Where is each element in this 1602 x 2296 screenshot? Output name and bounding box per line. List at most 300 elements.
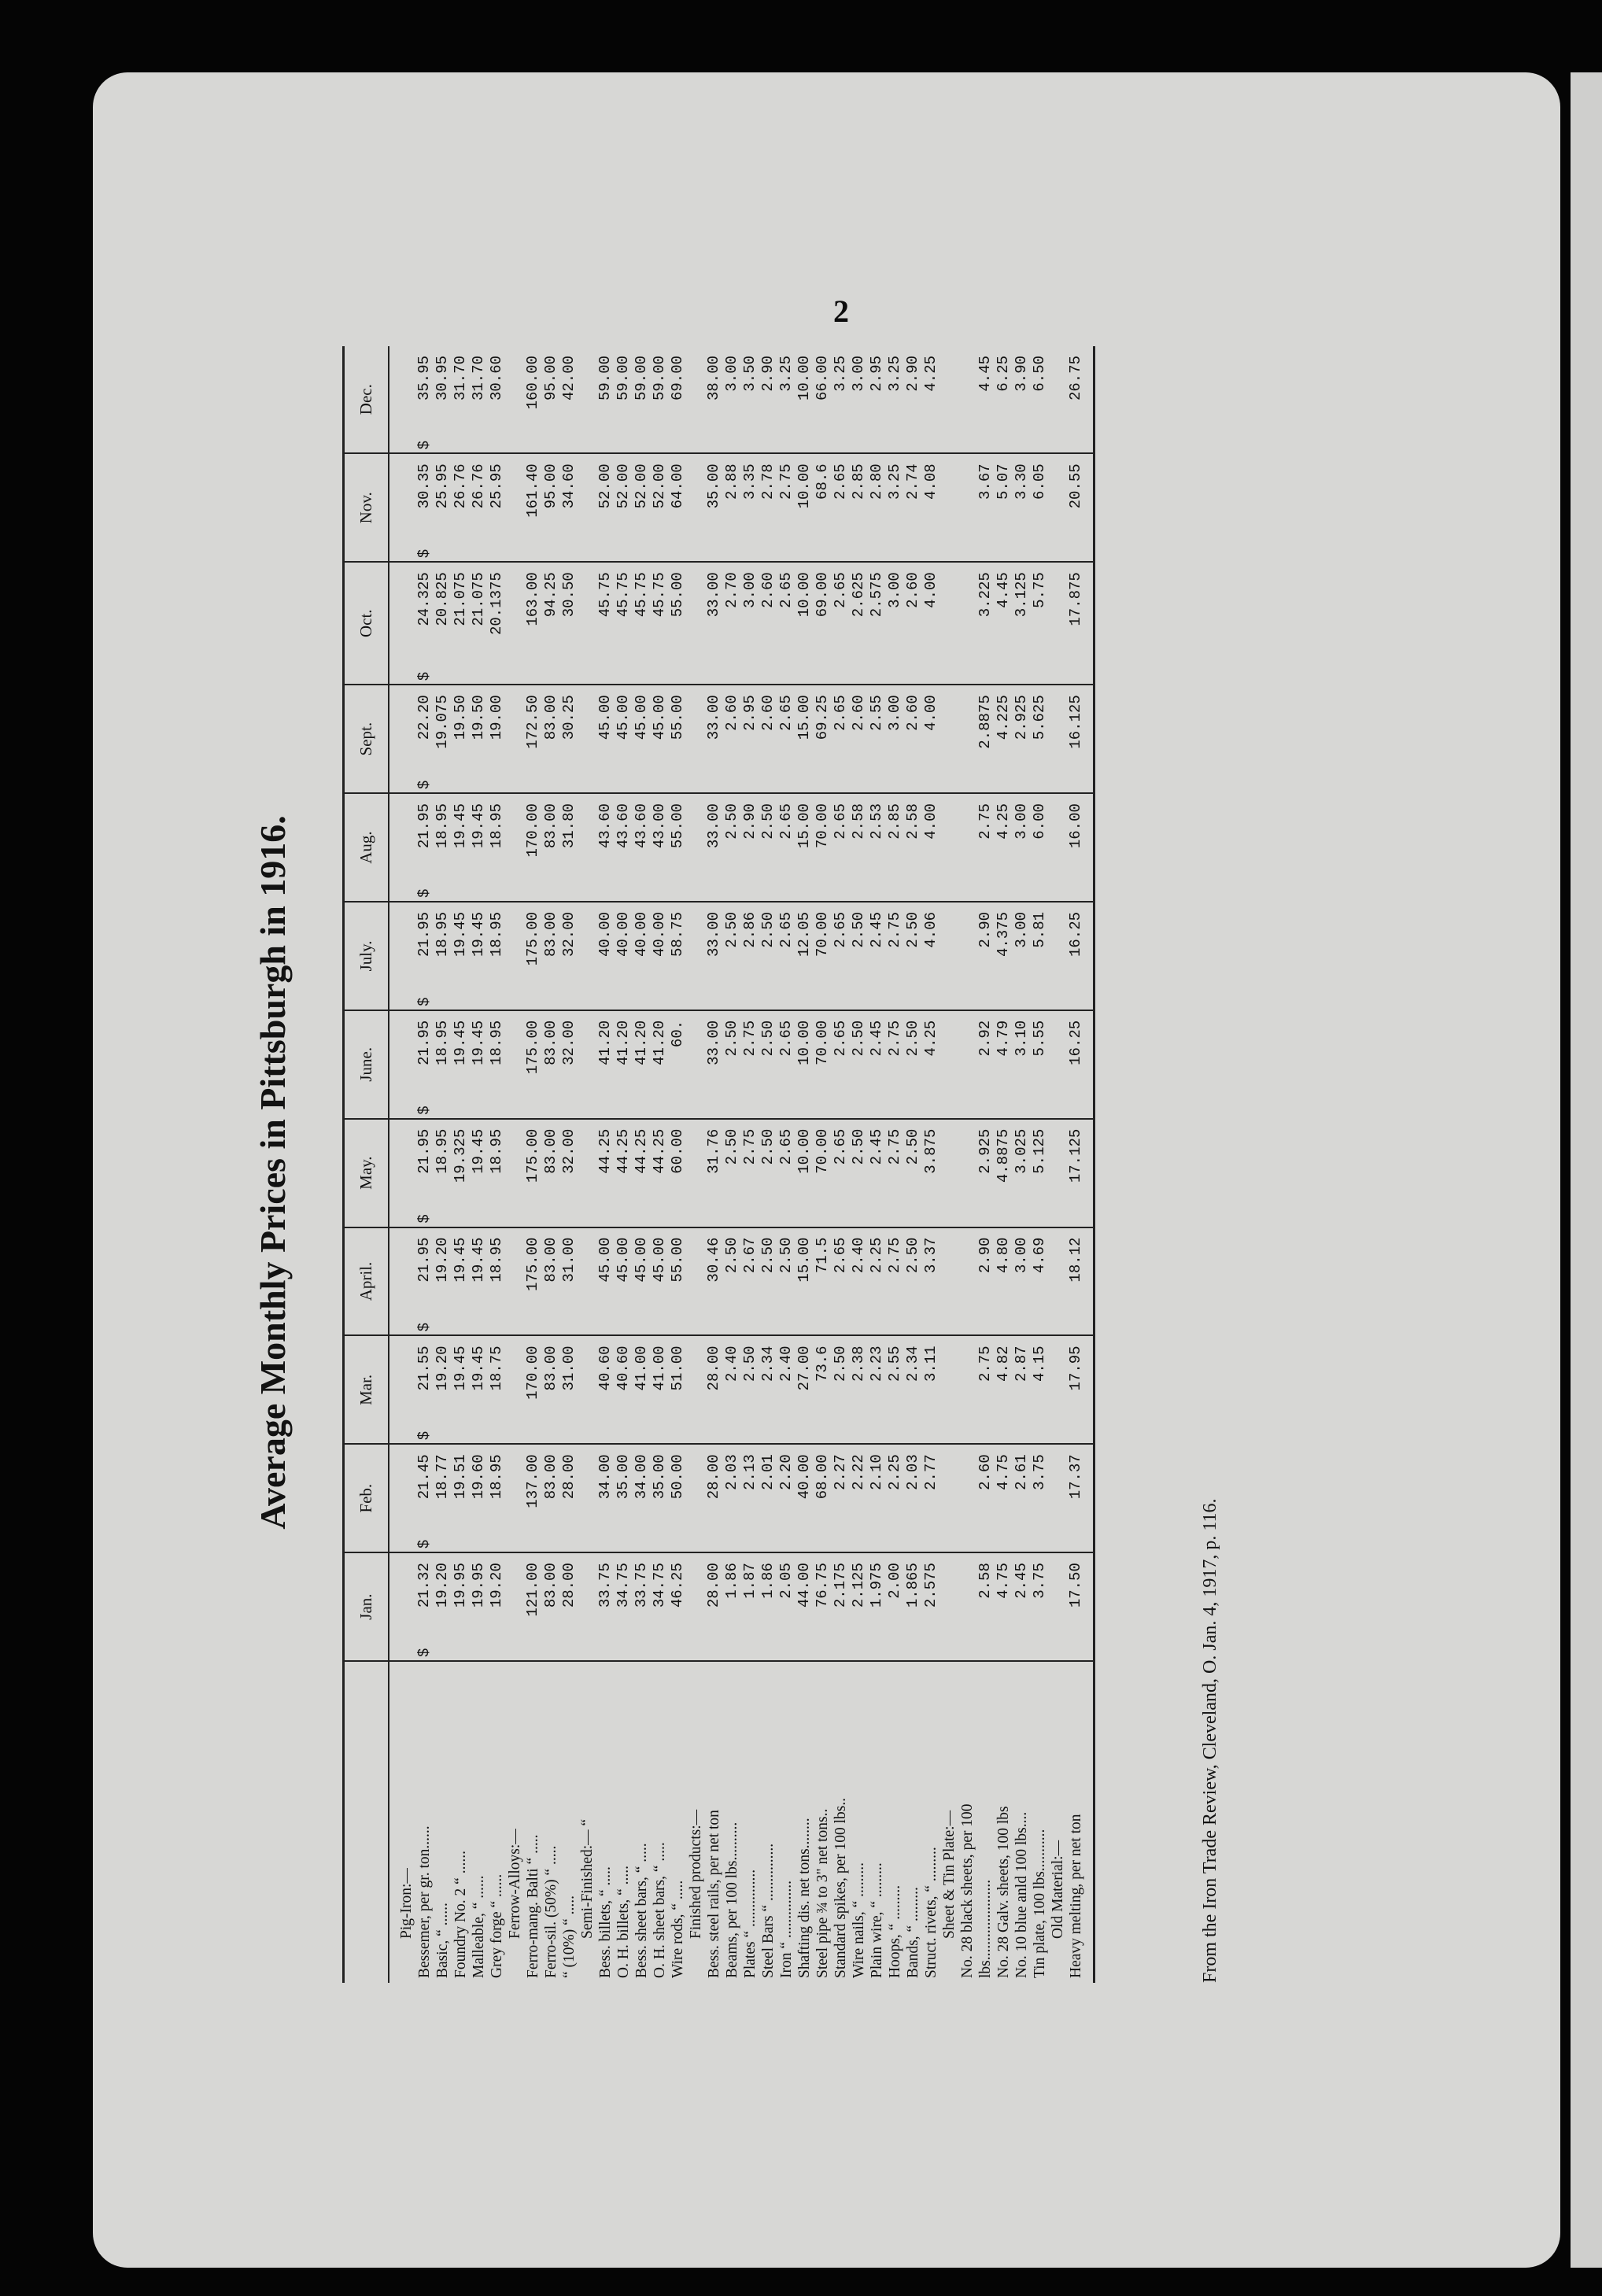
price-value: 19.45 <box>470 1020 487 1065</box>
price-cell <box>1067 912 1085 1006</box>
price-value: 10.00 <box>795 463 813 509</box>
row-label: Steel pipe ¾ to 3" net tons.. <box>814 1808 831 1978</box>
price-cell <box>958 912 976 1006</box>
price-cell <box>415 1129 434 1224</box>
price-value: 1.975 <box>868 1563 885 1608</box>
price-cell <box>759 463 777 558</box>
price-cell <box>759 1238 777 1332</box>
price-cell <box>434 463 452 558</box>
price-cell <box>759 572 777 681</box>
price-value: 2.03 <box>723 1454 740 1490</box>
price-value: 2.50 <box>759 911 777 948</box>
section-gap <box>940 463 958 558</box>
price-value: 3.00 <box>850 356 867 392</box>
section-gap <box>506 1345 524 1440</box>
row-label: Ferro-mang. Balti “ ..... <box>525 1834 541 1978</box>
month-column <box>389 562 1094 685</box>
price-cell <box>958 1129 976 1224</box>
price-cell <box>669 1563 687 1657</box>
price-value: 2.925 <box>976 1128 994 1174</box>
section-gap <box>687 572 705 681</box>
section-gap <box>687 695 705 789</box>
month-header: Nov. <box>344 453 389 562</box>
price-value: 60.00 <box>669 1128 686 1174</box>
price-cell <box>868 572 886 681</box>
price-value: 2.125 <box>850 1563 867 1608</box>
price-value: 2.65 <box>832 463 849 500</box>
price-cell <box>524 1454 542 1549</box>
price-cell <box>434 1563 452 1657</box>
price-value: 3.225 <box>976 572 994 618</box>
price-value: 18.77 <box>434 1454 451 1500</box>
month-column <box>389 1119 1094 1227</box>
price-cell <box>470 1129 488 1224</box>
price-value: 45.00 <box>651 1237 668 1283</box>
price-value: 19.325 <box>452 1128 469 1183</box>
price-value: 4.45 <box>976 356 994 392</box>
price-value: 70.00 <box>814 1020 831 1065</box>
price-value: 44.25 <box>596 1128 614 1174</box>
price-cell <box>832 572 850 681</box>
price-value: 59.00 <box>596 356 614 401</box>
price-value: 30.95 <box>434 356 451 401</box>
row-label: Bess. billets, “ ..... <box>597 1866 614 1978</box>
price-value: 2.65 <box>832 911 849 948</box>
price-cell <box>488 1021 506 1115</box>
section-gap <box>1049 803 1067 898</box>
price-value: 2.90 <box>741 803 759 840</box>
price-value: 28.00 <box>705 1454 722 1500</box>
price-value: 3.00 <box>1013 911 1030 948</box>
price-value: 2.58 <box>976 1563 994 1599</box>
price-cell <box>777 1563 795 1657</box>
row-label: Malleable, “ ...... <box>471 1875 487 1978</box>
price-value: 16.25 <box>1067 911 1084 957</box>
price-value: 2.03 <box>904 1454 921 1490</box>
price-cell <box>542 356 560 449</box>
price-cell <box>633 695 651 789</box>
row-label: Standard spikes, per 100 lbs.. <box>832 1797 849 1978</box>
price-cell <box>434 695 452 789</box>
price-cell <box>814 1563 832 1657</box>
row-label: Tin plate, 100 lbs........... <box>1032 1829 1048 1978</box>
price-value: 18.95 <box>434 1020 451 1065</box>
price-value: 19.45 <box>452 911 469 957</box>
price-cell <box>1067 463 1085 558</box>
price-value: 55.00 <box>669 572 686 618</box>
price-value: 19.95 <box>470 1563 487 1608</box>
price-value: 19.20 <box>488 1563 505 1608</box>
price-value: 4.75 <box>995 1454 1012 1490</box>
price-cell <box>651 803 669 898</box>
currency-symbol: $ <box>415 1323 433 1332</box>
price-cell <box>560 1454 578 1549</box>
price-value: 175.00 <box>524 1020 541 1075</box>
price-cell <box>542 912 560 1006</box>
price-cell <box>596 1345 615 1440</box>
price-cell <box>922 1021 940 1115</box>
price-value: 2.75 <box>886 911 903 948</box>
section-gap <box>687 1129 705 1224</box>
price-cell <box>415 356 434 449</box>
price-value: 3.025 <box>1013 1128 1030 1174</box>
label-column-header <box>344 1661 389 1983</box>
price-cell <box>995 1454 1013 1549</box>
price-cell <box>1067 356 1085 449</box>
price-cell <box>633 1129 651 1224</box>
price-cell <box>723 1021 741 1115</box>
price-cell <box>868 1238 886 1332</box>
section-gap <box>940 1563 958 1657</box>
section-gap <box>940 1345 958 1440</box>
currency-symbol: $ <box>415 1539 433 1549</box>
price-cell <box>759 695 777 789</box>
price-cell <box>415 1238 434 1332</box>
price-value: 5.625 <box>1031 695 1048 740</box>
price-value: 2.34 <box>759 1345 777 1382</box>
price-cell <box>560 463 578 558</box>
section-gap <box>940 1454 958 1549</box>
price-value: 19.075 <box>434 695 451 749</box>
section-gap <box>397 695 415 789</box>
price-cell <box>832 1238 850 1332</box>
price-cell <box>759 912 777 1006</box>
price-value: 18.75 <box>488 1345 505 1391</box>
price-cell <box>542 803 560 898</box>
price-value: 1.86 <box>723 1563 740 1599</box>
price-value: 55.00 <box>669 1237 686 1283</box>
price-cell <box>795 1454 814 1549</box>
row-label: Struct. rivets, “ ......... <box>923 1847 939 1978</box>
month-column <box>389 453 1094 562</box>
price-cell <box>434 803 452 898</box>
price-cell <box>850 695 868 789</box>
price-cell <box>795 572 814 681</box>
month-header: July. <box>344 902 389 1010</box>
price-value: 15.00 <box>795 1237 813 1283</box>
price-cell <box>669 695 687 789</box>
section-gap <box>687 1021 705 1115</box>
price-cell <box>542 572 560 681</box>
price-cell <box>1067 695 1085 789</box>
price-cell <box>886 1345 904 1440</box>
price-value: 21.95 <box>415 1237 433 1283</box>
price-cell <box>904 1238 922 1332</box>
price-cell <box>470 1563 488 1657</box>
price-cell <box>452 1021 470 1115</box>
section-gap <box>687 1238 705 1332</box>
price-value: 21.95 <box>415 1128 433 1174</box>
price-value: 26.76 <box>452 463 469 509</box>
price-cell <box>560 1563 578 1657</box>
price-value: 12.05 <box>795 911 813 957</box>
price-value: 68.6 <box>814 463 831 500</box>
price-value: 2.60 <box>976 1454 994 1490</box>
price-cell <box>868 463 886 558</box>
section-gap <box>1049 912 1067 1006</box>
price-cell <box>596 572 615 681</box>
price-cell <box>452 356 470 449</box>
price-cell <box>832 463 850 558</box>
price-value: 4.00 <box>922 803 939 840</box>
price-value: 21.55 <box>415 1345 433 1391</box>
price-value: 2.50 <box>723 1237 740 1274</box>
price-cell <box>615 1454 633 1549</box>
price-cell <box>488 803 506 898</box>
price-cell <box>452 912 470 1006</box>
price-value: 34.60 <box>560 463 578 509</box>
section-gap <box>506 572 524 681</box>
price-cell <box>524 1129 542 1224</box>
price-cell <box>415 1345 434 1440</box>
price-cell <box>868 1021 886 1115</box>
price-value: 18.95 <box>488 911 505 957</box>
price-value: 83.00 <box>542 803 559 849</box>
section-heading: Ferrow-Alloys:— <box>507 1829 523 1939</box>
section-gap <box>687 1345 705 1440</box>
section-gap <box>506 356 524 449</box>
price-cell <box>615 912 633 1006</box>
month-header: April. <box>344 1227 389 1336</box>
price-value: 2.58 <box>904 803 921 840</box>
price-value: 2.40 <box>723 1345 740 1382</box>
row-label: No. 28 Galv. sheets, 100 lbs <box>995 1806 1012 1978</box>
price-value: 2.60 <box>904 572 921 608</box>
rotated-content <box>252 338 1259 2006</box>
price-value: 2.90 <box>759 356 777 392</box>
price-value: 2.60 <box>904 695 921 731</box>
row-label: Plain wire, “ ......... <box>869 1862 885 1978</box>
section-gap <box>940 803 958 898</box>
price-value: 51.00 <box>669 1345 686 1391</box>
currency-symbol: $ <box>415 1648 433 1657</box>
price-value: 3.75 <box>1031 1563 1048 1599</box>
price-cell <box>741 1129 759 1224</box>
price-value: 4.00 <box>922 572 939 608</box>
price-cell <box>633 803 651 898</box>
price-value: 2.50 <box>741 1345 759 1382</box>
price-value: 52.00 <box>615 463 632 509</box>
price-value: 68.00 <box>814 1454 831 1500</box>
section-gap <box>578 572 596 681</box>
price-cell <box>814 1129 832 1224</box>
section-gap <box>397 1238 415 1332</box>
price-value: 2.50 <box>759 1237 777 1274</box>
price-cell <box>470 912 488 1006</box>
price-value: 69.00 <box>814 572 831 618</box>
price-cell <box>850 1345 868 1440</box>
month-header: May. <box>344 1119 389 1227</box>
price-value: 2.22 <box>850 1454 867 1490</box>
price-value: 21.075 <box>452 572 469 626</box>
section-gap <box>506 1129 524 1224</box>
price-value: 83.00 <box>542 1237 559 1283</box>
section-gap <box>578 695 596 789</box>
price-value: 83.00 <box>542 911 559 957</box>
row-label: Basic, “ ...... <box>434 1903 451 1978</box>
price-cell <box>1067 803 1085 898</box>
price-value: 2.50 <box>904 911 921 948</box>
price-cell <box>922 695 940 789</box>
price-value: 35.00 <box>705 463 722 509</box>
price-cell <box>615 463 633 558</box>
price-cell <box>524 1345 542 1440</box>
price-cell <box>560 803 578 898</box>
price-cell <box>741 572 759 681</box>
section-gap <box>397 572 415 681</box>
table-header-row <box>344 346 389 1983</box>
price-cell <box>470 1021 488 1115</box>
price-cell <box>470 803 488 898</box>
row-label: Iron “ ............... <box>778 1880 795 1978</box>
price-cell <box>814 912 832 1006</box>
price-cell <box>633 912 651 1006</box>
price-cell <box>995 695 1013 789</box>
section-gap <box>578 463 596 558</box>
price-cell <box>777 1129 795 1224</box>
price-cell <box>651 1021 669 1115</box>
section-gap <box>1049 1238 1067 1332</box>
price-cell <box>651 1454 669 1549</box>
price-value: 40.00 <box>596 911 614 957</box>
price-cell <box>814 572 832 681</box>
currency-symbol: $ <box>415 440 433 450</box>
section-heading: Old Material:— <box>1050 1840 1066 1939</box>
price-cell <box>922 463 940 558</box>
section-gap <box>687 1454 705 1549</box>
price-cell <box>723 1345 741 1440</box>
price-cell <box>488 463 506 558</box>
section-gap <box>397 1021 415 1115</box>
price-cell <box>452 1238 470 1332</box>
price-value: 2.55 <box>886 1345 903 1382</box>
price-cell <box>1013 356 1031 449</box>
price-value: 16.00 <box>1067 803 1084 849</box>
section-gap <box>397 1563 415 1657</box>
price-value: 2.65 <box>832 695 849 731</box>
price-cell <box>868 803 886 898</box>
price-cell <box>434 912 452 1006</box>
price-value: 43.60 <box>615 803 632 849</box>
price-value: 2.65 <box>832 1128 849 1165</box>
price-cell <box>886 695 904 789</box>
price-cell <box>777 463 795 558</box>
price-value: 3.25 <box>777 356 795 392</box>
price-value: 2.50 <box>832 1345 849 1382</box>
price-cell <box>777 572 795 681</box>
price-cell <box>669 1345 687 1440</box>
price-cell <box>633 463 651 558</box>
price-value: 5.55 <box>1031 1020 1048 1057</box>
section-gap <box>397 1345 415 1440</box>
price-cell <box>542 1238 560 1332</box>
price-value: 2.50 <box>904 1237 921 1274</box>
price-value: 2.65 <box>777 1128 795 1165</box>
price-cell <box>868 912 886 1006</box>
price-value: 83.00 <box>542 1345 559 1391</box>
price-cell <box>814 1345 832 1440</box>
price-value: 41.00 <box>633 1345 650 1391</box>
price-cell <box>922 912 940 1006</box>
price-value: 2.80 <box>868 463 885 500</box>
price-cell <box>633 1238 651 1332</box>
price-cell <box>705 356 723 449</box>
price-cell <box>958 1563 976 1657</box>
price-cell <box>560 356 578 449</box>
price-cell <box>995 463 1013 558</box>
price-cell <box>452 695 470 789</box>
price-cell <box>814 356 832 449</box>
price-value: 4.25 <box>922 1020 939 1057</box>
price-value: 3.00 <box>741 572 759 608</box>
price-cell <box>741 1563 759 1657</box>
price-cell <box>976 912 995 1006</box>
price-value: 2.75 <box>886 1237 903 1274</box>
price-value: 2.65 <box>777 695 795 731</box>
price-value: 73.6 <box>814 1345 831 1382</box>
price-cell <box>669 1238 687 1332</box>
price-value: 2.75 <box>886 1020 903 1057</box>
section-gap <box>506 695 524 789</box>
price-value: 30.50 <box>560 572 578 618</box>
price-cell <box>524 912 542 1006</box>
price-cell <box>759 1563 777 1657</box>
price-value: 4.80 <box>995 1237 1012 1274</box>
price-cell <box>1067 1238 1085 1332</box>
price-cell <box>524 1563 542 1657</box>
price-value: 40.60 <box>596 1345 614 1391</box>
price-value: 2.75 <box>777 463 795 500</box>
month-header: Mar. <box>344 1335 389 1444</box>
price-value: 41.20 <box>615 1020 632 1065</box>
currency-symbol: $ <box>415 548 433 559</box>
price-value: 19.45 <box>470 803 487 849</box>
price-cell <box>1067 1345 1085 1440</box>
price-value: 45.75 <box>615 572 632 618</box>
price-value: 30.60 <box>488 356 505 401</box>
price-value: 2.60 <box>850 695 867 731</box>
section-gap <box>397 1454 415 1549</box>
price-value: 45.75 <box>633 572 650 618</box>
price-value: 18.95 <box>488 1020 505 1065</box>
row-label: Wire nails, “ ......... <box>851 1862 867 1978</box>
price-value: 40.00 <box>633 911 650 957</box>
price-cell <box>723 572 741 681</box>
price-value: 66.00 <box>814 356 831 401</box>
price-value: 19.20 <box>434 1345 451 1391</box>
price-value: 40.00 <box>615 911 632 957</box>
currency-symbol: $ <box>415 1214 433 1224</box>
price-value: 64.00 <box>669 463 686 509</box>
price-cell <box>669 1021 687 1115</box>
price-value: 18.95 <box>434 1128 451 1174</box>
price-cell <box>415 695 434 789</box>
price-cell <box>850 1129 868 1224</box>
section-gap <box>506 1563 524 1657</box>
price-cell <box>470 1345 488 1440</box>
price-value: 45.75 <box>651 572 668 618</box>
price-cell <box>452 572 470 681</box>
price-value: 3.00 <box>1013 803 1030 840</box>
price-value: 33.00 <box>705 803 722 849</box>
month-header: Dec. <box>344 346 389 453</box>
price-cell <box>651 572 669 681</box>
price-cell <box>415 463 434 558</box>
price-cell <box>832 1021 850 1115</box>
price-cell <box>904 1345 922 1440</box>
price-value: 17.37 <box>1067 1454 1084 1500</box>
price-cell <box>795 1563 814 1657</box>
